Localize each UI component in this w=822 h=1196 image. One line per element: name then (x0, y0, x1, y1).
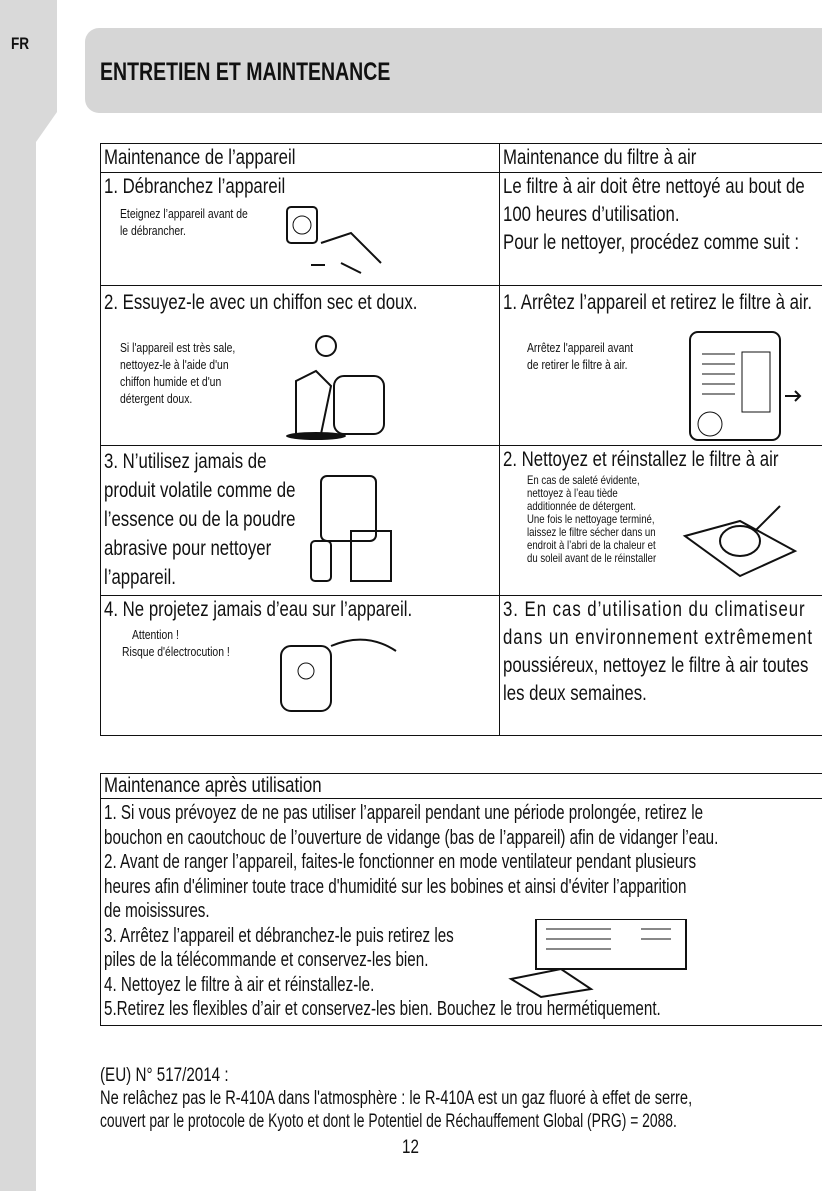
page-number: 12 (402, 1137, 419, 1158)
col-header-appliance: Maintenance de l’appareil (104, 146, 296, 169)
step-heading: 4. Ne projetez jamais d’eau sur l’appareil. (104, 598, 413, 621)
text-line: abrasive pour nettoyer (104, 537, 272, 560)
after-use-header: Maintenance après utilisation (104, 774, 322, 797)
note-line: Attention ! (132, 627, 179, 642)
filter-removal-illustration (680, 324, 810, 444)
after-use-table (100, 773, 822, 1026)
regulation-ref: (EU) N° 517/2014 : (100, 1065, 229, 1086)
text-line: 100 heures d’utilisation. (502, 203, 680, 226)
text-line: bouchon en caoutchouc de l’ouverture de vidange (bas de l’appareil) afin de vidanger l’eau. (104, 826, 719, 849)
note-line: laissez le filtre sécher dans un (526, 525, 656, 539)
side-tab (0, 0, 57, 1191)
maintenance-table (100, 143, 822, 736)
note-line: chiffon humide et d'un (120, 374, 222, 389)
regulation-line: couvert par le protocole de Kyoto et dont le Potentiel de Réchauffement Global (PRG) = 2088. (100, 1111, 677, 1132)
note-line: Arrêtez l'appareil avant (526, 340, 633, 355)
note-line: Risque d'électrocution ! (122, 644, 230, 659)
text-line: heures afin d'éliminer toute trace d'humidité sur les bobines et ainsi d'éviter l’apparition (104, 875, 687, 898)
note-line: le débrancher. (120, 223, 186, 238)
text-line: l’appareil. (104, 566, 176, 589)
step-heading: 2. Essuyez-le avec un chiffon sec et doux. (104, 291, 418, 314)
text-line: dans un environnement extrêmement (502, 626, 813, 649)
note-line: détergent doux. (120, 391, 193, 406)
filter-cleaning-illustration (680, 496, 800, 586)
text-line: 3. N’utilisez jamais de (104, 450, 267, 473)
note-line: nettoyez à l’eau tiède (526, 486, 618, 500)
chemicals-illustration (306, 461, 406, 586)
text-line: 5.Retirez les flexibles d’air et conservez-les bien. Bouchez le trou hermétiquement. (104, 998, 661, 1020)
note-line: nettoyez-le à l'aide d'un (120, 357, 229, 372)
text-line: de moisissures. (104, 900, 210, 922)
unit-drain-illustration (501, 919, 701, 999)
step-heading: 2. Nettoyez et réinstallez le filtre à air (502, 448, 779, 471)
text-line: produit volatile comme de (104, 479, 296, 502)
text-line: 1. Si vous prévoyez de ne pas utiliser l’appareil pendant une période prolongée, retirez le (104, 802, 704, 824)
water-warning-illustration (276, 626, 406, 716)
text-line: Le filtre à air doit être nettoyé au bout de (502, 175, 805, 198)
text-line: piles de la télécommande et conservez-les bien. (104, 949, 429, 971)
col-header-filter: Maintenance du filtre à air (502, 146, 697, 169)
note-line: du soleil avant de le réinstaller (526, 551, 656, 565)
page-title: ENTRETIEN ET MAINTENANCE (100, 58, 391, 86)
unplug-illustration (281, 203, 401, 283)
note-line: En cas de saleté évidente, (526, 473, 640, 487)
note-line: Une fois le nettoyage terminé, (526, 512, 655, 526)
text-line: 2. Avant de ranger l’appareil, faites-le fonctionner en mode ventilateur pendant plusieurs (104, 851, 697, 873)
note-line: endroit à l’abri de la chaleur et (526, 538, 656, 552)
note-line: Si l'appareil est très sale, (120, 340, 236, 355)
text-line: poussiéreux, nettoyez le filtre à air toutes (502, 654, 809, 677)
text-line: 4. Nettoyez le filtre à air et réinstallez-le. (104, 973, 375, 996)
note-line: additionnée de détergent. (526, 499, 636, 513)
text-line: 3. Arrêtez l’appareil et débranchez-le puis retirez les (104, 924, 454, 947)
step-heading: 1. Arrêtez l’appareil et retirez le filtre à air. (502, 291, 812, 314)
wiping-illustration (276, 326, 396, 441)
text-line: les deux semaines. (502, 682, 647, 705)
language-label: FR (11, 34, 30, 53)
note-line: de retirer le filtre à air. (526, 357, 628, 372)
step-heading: 1. Débranchez l’appareil (104, 175, 286, 198)
text-line: l’essence ou de la poudre (104, 508, 296, 531)
regulation-line: Ne relâchez pas le R-410A dans l'atmosphère : le R-410A est un gaz fluoré à effet de serre, (100, 1088, 693, 1109)
note-line: Eteignez l’appareil avant de (120, 206, 248, 221)
text-line: Pour le nettoyer, procédez comme suit : (502, 231, 799, 254)
text-line: 3. En cas d’utilisation du climatiseur (502, 598, 806, 621)
